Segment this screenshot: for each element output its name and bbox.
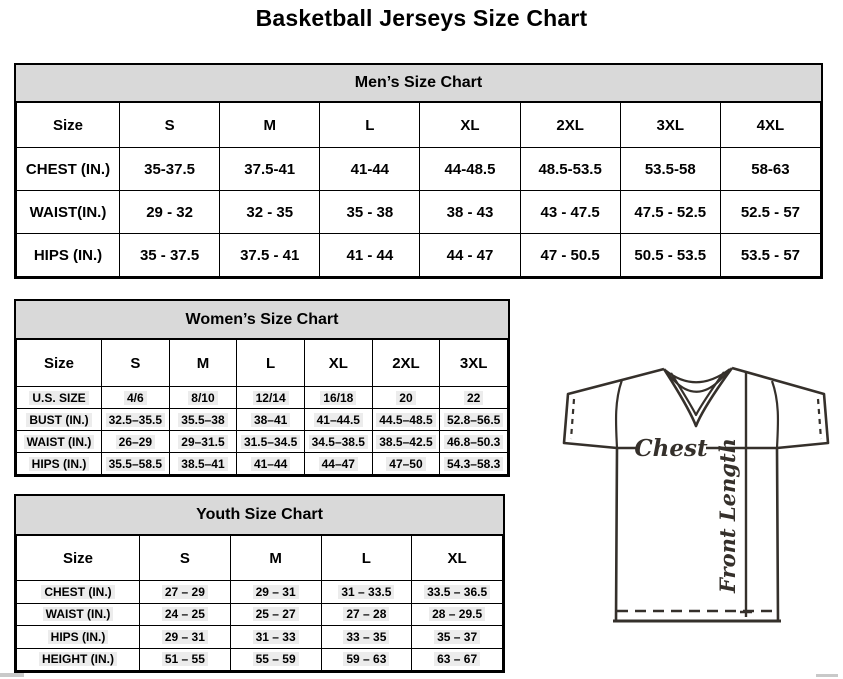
jersey-chest-label: Chest <box>634 435 708 462</box>
youth-size-header-cell: Size <box>17 536 140 581</box>
jersey-body-sides <box>616 448 778 621</box>
womens-size-column-header: 2XL <box>372 340 440 387</box>
youth-size-column-header: M <box>230 536 321 581</box>
mens-value-cell: 38 - 43 <box>420 191 520 234</box>
youth-value-cell: 24 – 25 <box>140 603 231 626</box>
jersey-front-length-label: Front Length <box>715 438 740 593</box>
mens-row-label: CHEST (IN.) <box>17 148 120 191</box>
youth-value-cell: 28 – 29.5 <box>412 603 503 626</box>
youth-table-row <box>17 581 503 604</box>
youth-row-label: CHEST (IN.) <box>17 581 140 604</box>
mens-table-title: Men’s Size Chart <box>16 65 821 102</box>
youth-value-cell: 55 – 59 <box>230 648 321 671</box>
mens-header-row <box>17 103 821 148</box>
womens-value-cell: 44.5–48.5 <box>372 409 440 431</box>
page-title: Basketball Jerseys Size Chart <box>255 5 588 31</box>
womens-row-label: BUST (IN.) <box>17 409 102 431</box>
mens-value-cell: 44-48.5 <box>420 148 520 191</box>
youth-value-cell: 27 – 28 <box>321 603 412 626</box>
womens-row-label: U.S. SIZE <box>17 387 102 409</box>
youth-size-column-header: XL <box>412 536 503 581</box>
youth-value-cell: 29 – 31 <box>230 581 321 604</box>
youth-size-column-header: L <box>321 536 412 581</box>
womens-table-row <box>17 387 508 409</box>
mens-value-cell: 41-44 <box>320 148 420 191</box>
mens-value-cell: 53.5 - 57 <box>720 234 820 277</box>
womens-value-cell: 8/10 <box>169 387 237 409</box>
womens-value-cell: 52.8–56.5 <box>440 409 508 431</box>
youth-size-chart-table <box>14 494 505 673</box>
mens-value-cell: 50.5 - 53.5 <box>620 234 720 277</box>
womens-size-column-header: XL <box>304 340 372 387</box>
mens-size-column-header: M <box>220 103 320 148</box>
mens-table-row <box>17 234 821 277</box>
mens-row-label: WAIST(IN.) <box>17 191 120 234</box>
youth-value-cell: 63 – 67 <box>412 648 503 671</box>
womens-header-row <box>17 340 508 387</box>
womens-table-row <box>17 431 508 453</box>
mens-value-cell: 48.5-53.5 <box>520 148 620 191</box>
womens-value-cell: 41–44 <box>237 453 305 475</box>
womens-size-header-cell: Size <box>17 340 102 387</box>
jersey-right-armhole-seam <box>772 381 778 448</box>
horizontal-scrollbar-thumb-left[interactable] <box>0 673 24 677</box>
youth-value-cell: 35 – 37 <box>412 626 503 649</box>
mens-size-chart-table <box>14 63 823 279</box>
womens-value-cell: 32.5–35.5 <box>102 409 170 431</box>
womens-table-row <box>17 453 508 475</box>
womens-value-cell: 46.8–50.3 <box>440 431 508 453</box>
mens-value-cell: 41 - 44 <box>320 234 420 277</box>
youth-value-cell: 27 – 29 <box>140 581 231 604</box>
womens-value-cell: 20 <box>372 387 440 409</box>
youth-value-cell: 31 – 33 <box>230 626 321 649</box>
womens-value-cell: 4/6 <box>102 387 170 409</box>
womens-value-cell: 26–29 <box>102 431 170 453</box>
womens-value-cell: 35.5–58.5 <box>102 453 170 475</box>
womens-value-cell: 12/14 <box>237 387 305 409</box>
youth-value-cell: 29 – 31 <box>140 626 231 649</box>
womens-value-cell: 29–31.5 <box>169 431 237 453</box>
womens-size-column-header: S <box>102 340 170 387</box>
mens-value-cell: 35-37.5 <box>120 148 220 191</box>
womens-value-cell: 35.5–38 <box>169 409 237 431</box>
mens-value-cell: 37.5 - 41 <box>220 234 320 277</box>
womens-size-column-header: M <box>169 340 237 387</box>
mens-size-column-header: 3XL <box>620 103 720 148</box>
mens-table-row <box>17 191 821 234</box>
womens-value-cell: 34.5–38.5 <box>304 431 372 453</box>
mens-size-column-header: 2XL <box>520 103 620 148</box>
womens-value-cell: 38.5–41 <box>169 453 237 475</box>
womens-size-column-header: L <box>237 340 305 387</box>
mens-value-cell: 35 - 38 <box>320 191 420 234</box>
youth-table-row <box>17 603 503 626</box>
mens-size-column-header: L <box>320 103 420 148</box>
jersey-right-cuff-dashes <box>818 399 821 439</box>
mens-value-cell: 53.5-58 <box>620 148 720 191</box>
womens-value-cell: 41–44.5 <box>304 409 372 431</box>
youth-value-cell: 33.5 – 36.5 <box>412 581 503 604</box>
youth-size-column-header: S <box>140 536 231 581</box>
womens-row-label: HIPS (IN.) <box>17 453 102 475</box>
youth-value-cell: 59 – 63 <box>321 648 412 671</box>
youth-table-row <box>17 648 503 671</box>
mens-value-cell: 43 - 47.5 <box>520 191 620 234</box>
horizontal-scrollbar-thumb-right[interactable] <box>816 674 838 677</box>
mens-value-cell: 29 - 32 <box>120 191 220 234</box>
womens-table-row <box>17 409 508 431</box>
mens-value-cell: 32 - 35 <box>220 191 320 234</box>
womens-value-cell: 22 <box>440 387 508 409</box>
youth-table-title: Youth Size Chart <box>16 496 503 535</box>
mens-row-label: HIPS (IN.) <box>17 234 120 277</box>
womens-value-cell: 47–50 <box>372 453 440 475</box>
womens-size-chart-table <box>14 299 510 477</box>
youth-row-label: HIPS (IN.) <box>17 626 140 649</box>
mens-size-column-header: 4XL <box>720 103 820 148</box>
mens-table-row <box>17 148 821 191</box>
jersey-front-length-line <box>740 371 752 617</box>
womens-table-title: Women’s Size Chart <box>16 301 508 339</box>
mens-value-cell: 44 - 47 <box>420 234 520 277</box>
mens-size-column-header: S <box>120 103 220 148</box>
womens-value-cell: 38–41 <box>237 409 305 431</box>
womens-value-cell: 38.5–42.5 <box>372 431 440 453</box>
womens-value-cell: 31.5–34.5 <box>237 431 305 453</box>
womens-size-column-header: 3XL <box>440 340 508 387</box>
mens-value-cell: 47 - 50.5 <box>520 234 620 277</box>
mens-value-cell: 35 - 37.5 <box>120 234 220 277</box>
youth-row-label: HEIGHT (IN.) <box>17 648 140 671</box>
womens-value-cell: 54.3–58.3 <box>440 453 508 475</box>
mens-value-cell: 37.5-41 <box>220 148 320 191</box>
jersey-measurement-diagram <box>558 360 834 628</box>
youth-header-row <box>17 536 503 581</box>
mens-value-cell: 52.5 - 57 <box>720 191 820 234</box>
jersey-left-armhole-seam <box>616 380 622 448</box>
womens-value-cell: 16/18 <box>304 387 372 409</box>
mens-value-cell: 47.5 - 52.5 <box>620 191 720 234</box>
youth-value-cell: 33 – 35 <box>321 626 412 649</box>
jersey-left-cuff-dashes <box>571 399 574 439</box>
mens-size-column-header: XL <box>420 103 520 148</box>
youth-value-cell: 31 – 33.5 <box>321 581 412 604</box>
womens-value-cell: 44–47 <box>304 453 372 475</box>
youth-table-row <box>17 626 503 649</box>
youth-value-cell: 25 – 27 <box>230 603 321 626</box>
mens-value-cell: 58-63 <box>720 148 820 191</box>
youth-row-label: WAIST (IN.) <box>17 603 140 626</box>
womens-row-label: WAIST (IN.) <box>17 431 102 453</box>
youth-value-cell: 51 – 55 <box>140 648 231 671</box>
mens-size-header-cell: Size <box>17 103 120 148</box>
